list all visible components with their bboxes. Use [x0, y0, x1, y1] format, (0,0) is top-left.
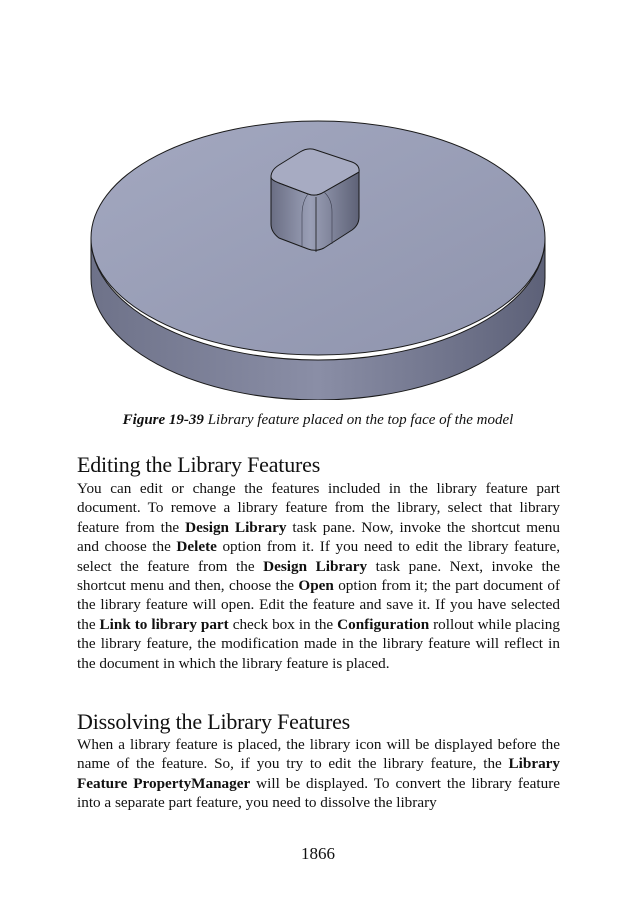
bold-term: Open [298, 577, 334, 595]
bold-term: Library Feature PropertyManager [77, 755, 560, 792]
section-paragraph-dissolving [77, 735, 560, 813]
text-run: will be displayed. To convert the library feature into a separate part feature, you need to dissolve the library [77, 774, 560, 812]
section-heading-dissolving: Dissolving the Library Features [77, 709, 351, 734]
text-run: When a library feature is placed, the library icon will be displayed before the name of the feature. So, if you try to edit the library feature, the [77, 736, 560, 773]
bold-term: Link to library part [99, 615, 229, 633]
section-heading-editing: Editing the Library Features [77, 452, 321, 477]
section-paragraph-editing [77, 479, 560, 673]
page-number: 1866 [301, 844, 335, 863]
figure-caption [0, 410, 636, 430]
caption-text: Library feature placed on the top face of the model [203, 412, 514, 428]
text-run: option from it; the part document of the library feature will open. Edit the feature and save it. If you have selected the [77, 577, 561, 633]
model-illustration [80, 120, 556, 400]
bold-term: Configuration [337, 615, 430, 633]
text-run: task pane. Next, invoke the shortcut menu and then, choose the [77, 557, 560, 595]
bold-term: Delete [176, 538, 217, 556]
bold-term: Design Library [263, 557, 368, 575]
text-run: rollout while placing the library feature, the modification made in the library feature will reflect in the document in which the library feature is placed. [77, 615, 560, 672]
text-run: task pane. Now, invoke the shortcut menu and choose the [77, 518, 560, 556]
text-run: check box in the [228, 615, 338, 633]
library-feature-figure [80, 120, 556, 400]
bold-term: Design Library [185, 518, 287, 536]
text-run: You can edit or change the features included in the library feature part document. To remove a library feature from the library, select that library feature from the [77, 480, 560, 536]
caption-label: Figure 19-39 [122, 412, 204, 428]
text-run: option from it. If you need to edit the library feature, select the feature from the [77, 538, 560, 575]
